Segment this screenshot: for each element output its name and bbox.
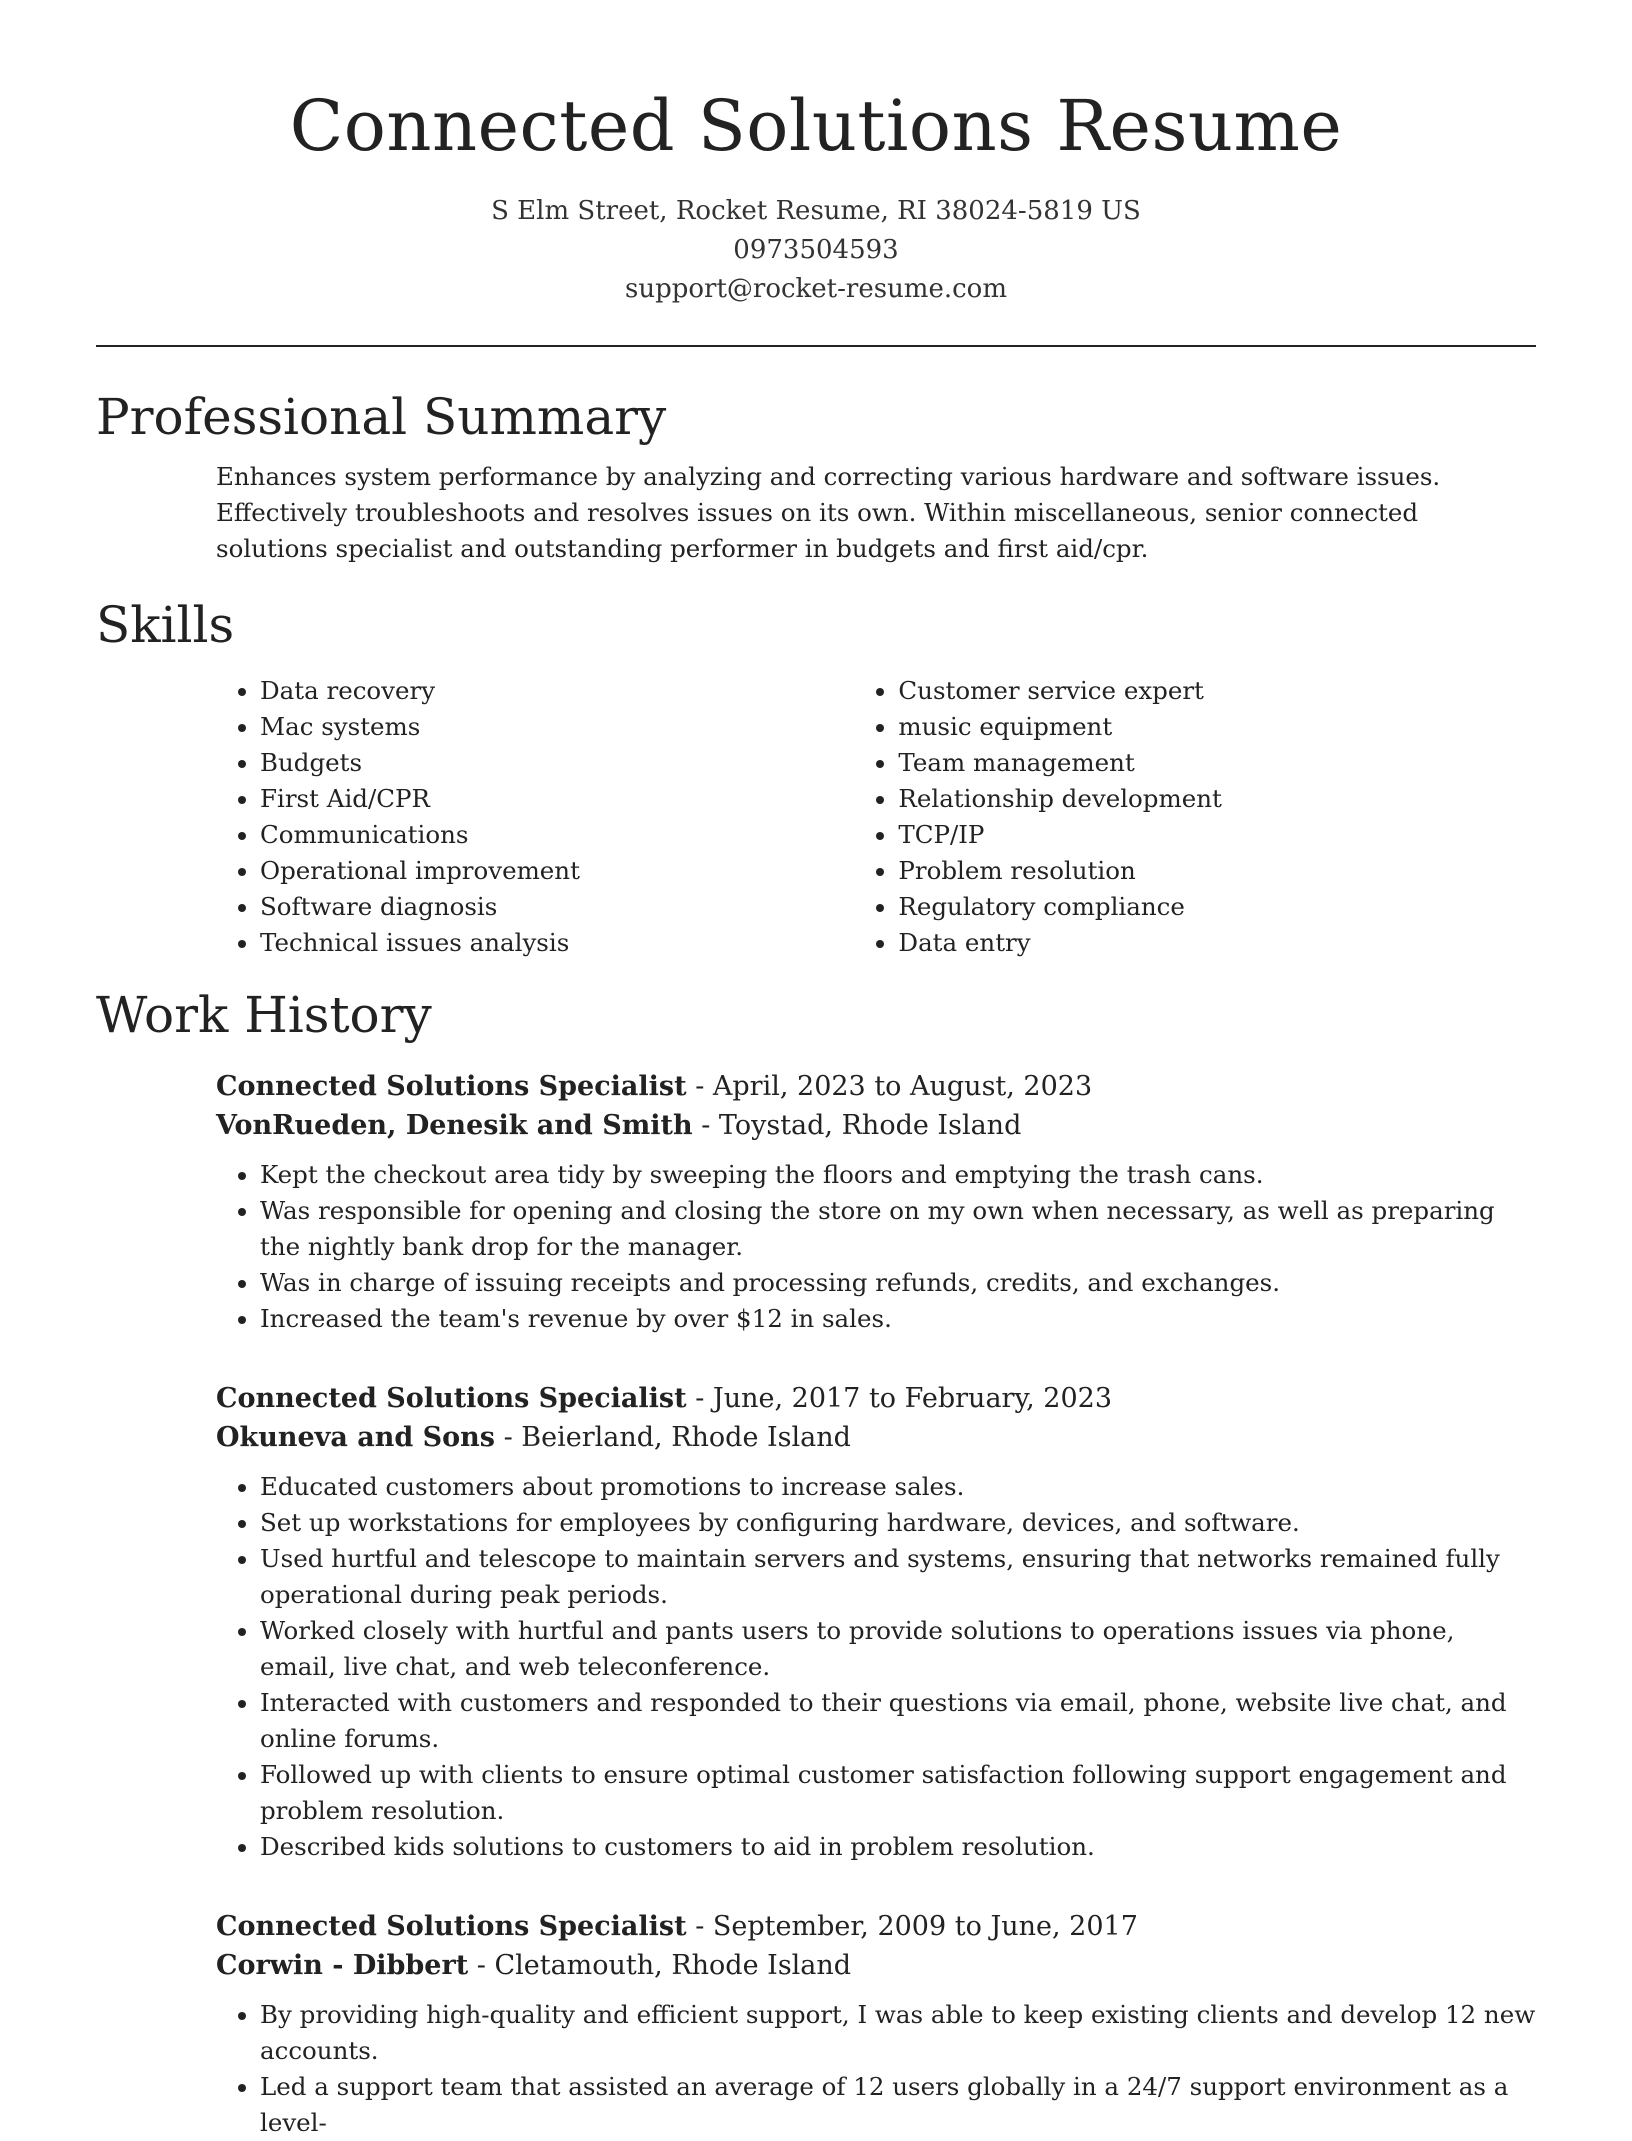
- job-entry: [96, 1067, 1536, 1337]
- job-role: Connected Solutions Specialist: [216, 1071, 687, 1102]
- skills-list: [96, 673, 1536, 961]
- resume-title: Connected Solutions Resume: [289, 85, 1343, 167]
- skill-item: • Technical issues analysis: [260, 925, 854, 961]
- job-title-line: [216, 1379, 1536, 1418]
- job-bullet: • Worked closely with hurtful and pants users to provide solutions to operations issues via phone, email, live chat, and web teleconference.: [260, 1613, 1536, 1685]
- job-bullets: [216, 1469, 1536, 1865]
- header-divider: [96, 345, 1536, 347]
- job-location: - Toystad, Rhode Island: [692, 1110, 1022, 1141]
- job-bullet: • Was in charge of issuing receipts and processing refunds, credits, and exchanges.: [260, 1265, 1536, 1301]
- skill-item: • Communications: [260, 817, 854, 853]
- job-bullets: [216, 1157, 1536, 1337]
- skill-item: • Relationship development: [898, 781, 1536, 817]
- job-title-line: [216, 1907, 1536, 1946]
- skill-item: • Regulatory compliance: [898, 889, 1536, 925]
- job-bullet: • Set up workstations for employees by configuring hardware, devices, and software.: [260, 1505, 1536, 1541]
- job-company: Corwin - Dibbert: [216, 1950, 469, 1981]
- job-bullet: • Used hurtful and telescope to maintain servers and systems, ensuring that networks remained fully operational during peak periods.: [260, 1541, 1536, 1613]
- job-company: VonRueden, Denesik and Smith: [216, 1110, 693, 1141]
- job-bullet: • Kept the checkout area tidy by sweeping the floors and emptying the trash cans.: [260, 1157, 1536, 1193]
- job-dates: - April, 2023 to August, 2023: [686, 1071, 1093, 1102]
- job-location: - Beierland, Rhode Island: [495, 1422, 851, 1453]
- skill-item: • Operational improvement: [260, 853, 854, 889]
- job-bullet: • Was responsible for opening and closing the store on my own when necessary, as well as preparing the nightly bank drop for the manager.: [260, 1193, 1536, 1265]
- skill-item: • Data entry: [898, 925, 1536, 961]
- skills-column-left: [216, 673, 854, 961]
- job-role: Connected Solutions Specialist: [216, 1911, 687, 1942]
- skill-item: • First Aid/CPR: [260, 781, 854, 817]
- job-dates: - June, 2017 to February, 2023: [686, 1383, 1112, 1414]
- job-company-line: [216, 1946, 1536, 1985]
- job-bullets: [216, 1997, 1536, 2141]
- skills-heading: Skills: [96, 596, 235, 654]
- job-title-line: [216, 1067, 1536, 1106]
- skill-item: • Customer service expert: [898, 673, 1536, 709]
- skill-item: • Budgets: [260, 745, 854, 781]
- job-bullet: • Led a support team that assisted an average of 12 users globally in a 24/7 support environment as a level-: [260, 2069, 1536, 2141]
- summary-text: Enhances system performance by analyzing and correcting various hardware and software issues. Effectively troubleshoots and resolves issues on its own. Within miscellaneous, senior connected solutions specialist and outstanding performer in budgets and first aid/cpr.: [216, 462, 1441, 563]
- job-dates: - September, 2009 to June, 2017: [686, 1911, 1138, 1942]
- resume-header: [96, 0, 1536, 309]
- job-bullet: • By providing high-quality and efficient support, I was able to keep existing clients and develop 12 new accounts.: [260, 1997, 1536, 2069]
- skill-item: • Problem resolution: [898, 853, 1536, 889]
- job-role: Connected Solutions Specialist: [216, 1383, 687, 1414]
- job-company-line: [216, 1106, 1536, 1145]
- work-history-heading: Work History: [96, 986, 432, 1044]
- job-entry: [96, 1907, 1536, 2141]
- job-bullet: • Interacted with customers and responded to their questions via email, phone, website live chat, and online forums.: [260, 1685, 1536, 1757]
- job-bullet: • Followed up with clients to ensure optimal customer satisfaction following support engagement and problem resolution.: [260, 1757, 1536, 1829]
- contact-email: support@rocket-resume.com: [624, 274, 1007, 304]
- skill-item: • music equipment: [898, 709, 1536, 745]
- skill-item: • Data recovery: [260, 673, 854, 709]
- summary-heading: Professional Summary: [96, 388, 667, 446]
- job-entry: [96, 1379, 1536, 1865]
- skill-item: • Mac systems: [260, 709, 854, 745]
- contact-address: S Elm Street, Rocket Resume, RI 38024-5819 US: [491, 196, 1141, 226]
- skill-item: • TCP/IP: [898, 817, 1536, 853]
- skills-column-right: [854, 673, 1536, 961]
- job-bullet: • Educated customers about promotions to increase sales.: [260, 1469, 1536, 1505]
- contact-block: [96, 192, 1536, 309]
- job-bullet: • Increased the team's revenue by over $12 in sales.: [260, 1301, 1536, 1337]
- job-location: - Cletamouth, Rhode Island: [468, 1950, 852, 1981]
- job-company: Okuneva and Sons: [216, 1422, 495, 1453]
- job-company-line: [216, 1418, 1536, 1457]
- contact-phone: 0973504593: [733, 235, 899, 265]
- skill-item: • Software diagnosis: [260, 889, 854, 925]
- skill-item: • Team management: [898, 745, 1536, 781]
- job-bullet: • Described kids solutions to customers to aid in problem resolution.: [260, 1829, 1536, 1865]
